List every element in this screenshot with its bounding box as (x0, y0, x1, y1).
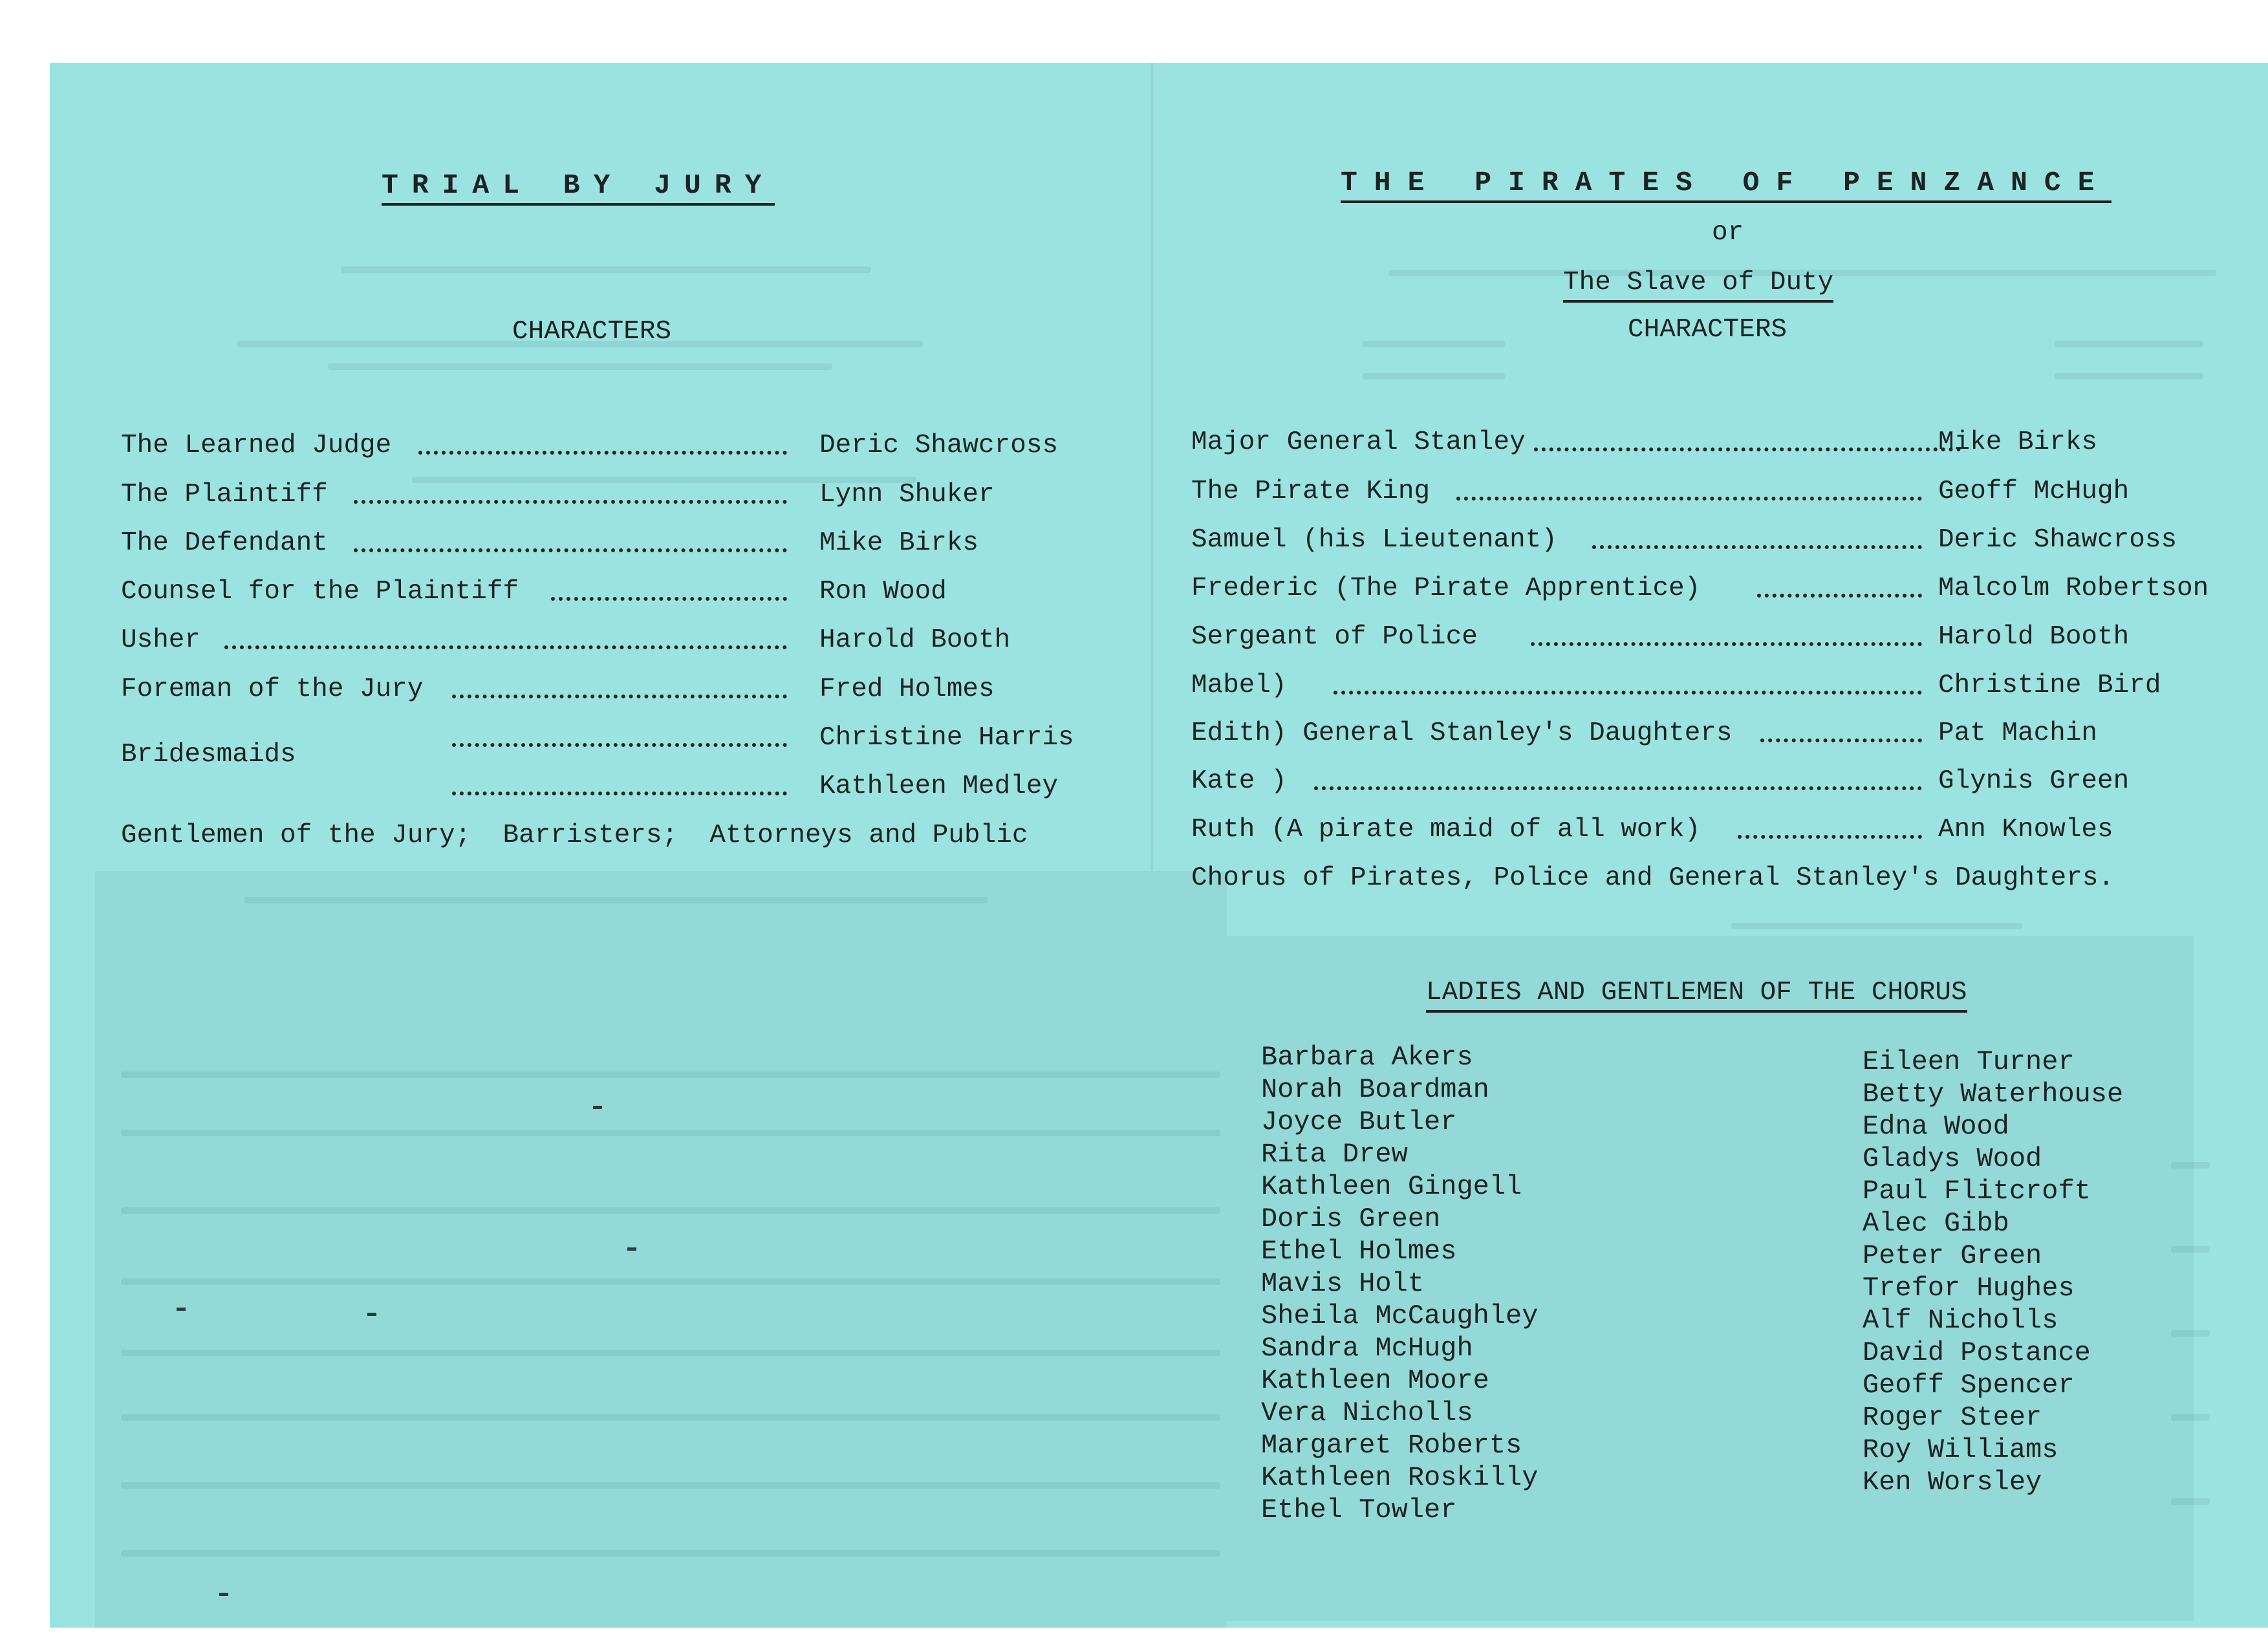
show-through-line (1363, 373, 1505, 380)
show-through-line (1363, 341, 1505, 347)
pirates-actor: Harold Booth (1938, 622, 2130, 652)
chorus-member: Edna Wood (1863, 1111, 2009, 1142)
pirates-actor: Glynis Green (1938, 766, 2130, 796)
chorus-member: Vera Nicholls (1261, 1397, 1473, 1428)
leader-dots (1314, 786, 1922, 790)
pirates-role: Kate ) (1191, 766, 1287, 796)
pirates-footer: Chorus of Pirates, Police and General Stanley's Daughters. (1191, 863, 2115, 893)
show-through-line (121, 1350, 1220, 1356)
chorus-member: Alec Gibb (1863, 1208, 2009, 1239)
chorus-member: Betty Waterhouse (1863, 1079, 2124, 1110)
chorus-member: Roy Williams (1863, 1434, 2058, 1465)
chorus-member: Margaret Roberts (1261, 1430, 1522, 1461)
leader-dots (452, 792, 787, 795)
chorus-member: Kathleen Roskilly (1261, 1462, 1539, 1493)
show-through-line (244, 897, 988, 903)
ink-speck (219, 1593, 228, 1596)
leader-dots (224, 645, 787, 649)
trial-actor: Deric Shawcross (819, 431, 1059, 460)
pirates-actor: Malcolm Robertson (1938, 574, 2209, 603)
trial-role: Foreman of the Jury (121, 674, 424, 704)
trial-title: TRIAL BY JURY (382, 171, 775, 206)
leader-dots (1592, 545, 1922, 549)
leader-dots (1760, 738, 1922, 742)
show-through-line (2055, 373, 2203, 380)
chorus-member: Rita Drew (1261, 1139, 1408, 1170)
show-through-line (121, 1482, 1220, 1489)
trial-footer: Gentlemen of the Jury; Barristers; Attorneys and Public (121, 821, 1028, 850)
chorus-member: Ken Worsley (1863, 1467, 2042, 1498)
trial-actor: Mike Birks (819, 528, 979, 558)
pirates-role: Major General Stanley (1191, 427, 1526, 457)
leader-dots (1334, 691, 1922, 695)
leader-dots (1456, 497, 1922, 501)
chorus-member: Eileen Turner (1863, 1046, 2075, 1077)
chorus-member: Peter Green (1863, 1240, 2042, 1271)
chorus-member: Ethel Holmes (1261, 1236, 1457, 1267)
ink-speck (177, 1308, 186, 1311)
show-through-line (121, 1550, 1220, 1557)
ink-speck (593, 1106, 602, 1109)
show-through-line (2171, 1414, 2210, 1421)
chorus-member: Sheila McCaughley (1261, 1300, 1539, 1331)
leader-dots (1534, 447, 1961, 451)
leader-dots (551, 597, 787, 601)
show-through-line (121, 1072, 1220, 1078)
programme-sheet (50, 63, 2268, 1628)
chorus-member: Kathleen Gingell (1261, 1171, 1522, 1202)
pirates-subtitle: The Slave of Duty (1563, 270, 1833, 303)
chorus-member: Joyce Butler (1261, 1106, 1457, 1137)
trial-role: The Learned Judge (121, 431, 392, 460)
leader-dots (1757, 594, 1922, 598)
pirates-role: Ruth (A pirate maid of all work) (1191, 815, 1701, 845)
trial-role: The Plaintiff (121, 480, 328, 510)
chorus-member: Sandra McHugh (1261, 1333, 1473, 1364)
faded-patch-left (95, 871, 1227, 1628)
chorus-member: Gladys Wood (1863, 1143, 2042, 1174)
leader-dots (418, 451, 787, 455)
chorus-member: Kathleen Moore (1261, 1365, 1489, 1396)
chorus-member: Trefor Hughes (1863, 1273, 2075, 1304)
chorus-member: Alf Nicholls (1863, 1305, 2058, 1336)
show-through-line (2171, 1162, 2210, 1169)
pirates-role: Samuel (his Lieutenant) (1191, 525, 1557, 555)
pirates-actor: Pat Machin (1938, 718, 2098, 748)
trial-actor: Ron Wood (819, 577, 947, 607)
show-through-line (1731, 923, 2022, 929)
chorus-member: Barbara Akers (1261, 1042, 1473, 1073)
pirates-actor: Ann Knowles (1938, 815, 2113, 845)
show-through-line (2055, 341, 2203, 347)
chorus-member: Mavis Holt (1261, 1268, 1425, 1299)
chorus-member: Ethel Towler (1261, 1494, 1457, 1525)
leader-dots (452, 695, 787, 698)
trial-role: Usher (121, 625, 201, 655)
pirates-role: The Pirate King (1191, 477, 1431, 506)
show-through-line (328, 363, 832, 370)
trial-actor: Harold Booth (819, 625, 1011, 655)
trial-characters-heading: CHARACTERS (512, 317, 672, 347)
pirates-role: Sergeant of Police (1191, 622, 1478, 652)
pirates-role: Frederic (The Pirate Apprentice) (1191, 574, 1701, 603)
chorus-member: Roger Steer (1863, 1402, 2042, 1433)
trial-actor: Fred Holmes (819, 674, 995, 704)
pirates-actor: Deric Shawcross (1938, 525, 2177, 555)
show-through-line (121, 1278, 1220, 1285)
trial-actor: Lynn Shuker (819, 480, 995, 510)
trial-role: Bridesmaids (121, 740, 296, 770)
trial-role: Counsel for the Plaintiff (121, 577, 519, 607)
pirates-characters-heading: CHARACTERS (1628, 315, 1787, 345)
chorus-member: Paul Flitcroft (1863, 1176, 2091, 1207)
leader-dots (1738, 835, 1922, 839)
pirates-actor: Geoff McHugh (1938, 477, 2130, 506)
trial-role: The Defendant (121, 528, 328, 558)
leader-dots (354, 500, 787, 504)
show-through-line (2171, 1330, 2210, 1337)
pirates-or: or (1712, 218, 1744, 248)
show-through-line (121, 1207, 1220, 1214)
show-through-line (2171, 1498, 2210, 1505)
pirates-role: Mabel) (1191, 671, 1287, 700)
pirates-actor: Mike Birks (1938, 427, 2098, 457)
show-through-line (121, 1414, 1220, 1421)
show-through-line (2171, 1246, 2210, 1253)
chorus-member: Norah Boardman (1261, 1074, 1489, 1105)
chorus-title: LADIES AND GENTLEMEN OF THE CHORUS (1426, 980, 1967, 1013)
chorus-member: Geoff Spencer (1863, 1370, 2075, 1401)
pirates-role: Edith) General Stanley's Daughters (1191, 718, 1733, 748)
ink-speck (627, 1247, 636, 1251)
leader-dots (1531, 642, 1922, 646)
show-through-line (121, 1130, 1220, 1136)
leader-dots (354, 548, 787, 552)
chorus-member: David Postance (1863, 1337, 2091, 1368)
show-through-line (341, 266, 871, 273)
pirates-actor: Christine Bird (1938, 671, 2161, 700)
ink-speck (367, 1313, 376, 1316)
trial-actor: Kathleen Medley (819, 771, 1059, 801)
trial-actor: Christine Harris (819, 723, 1074, 753)
chorus-member: Doris Green (1261, 1203, 1441, 1234)
pirates-title: THE PIRATES OF PENZANCE (1341, 169, 2111, 203)
leader-dots (452, 743, 787, 747)
